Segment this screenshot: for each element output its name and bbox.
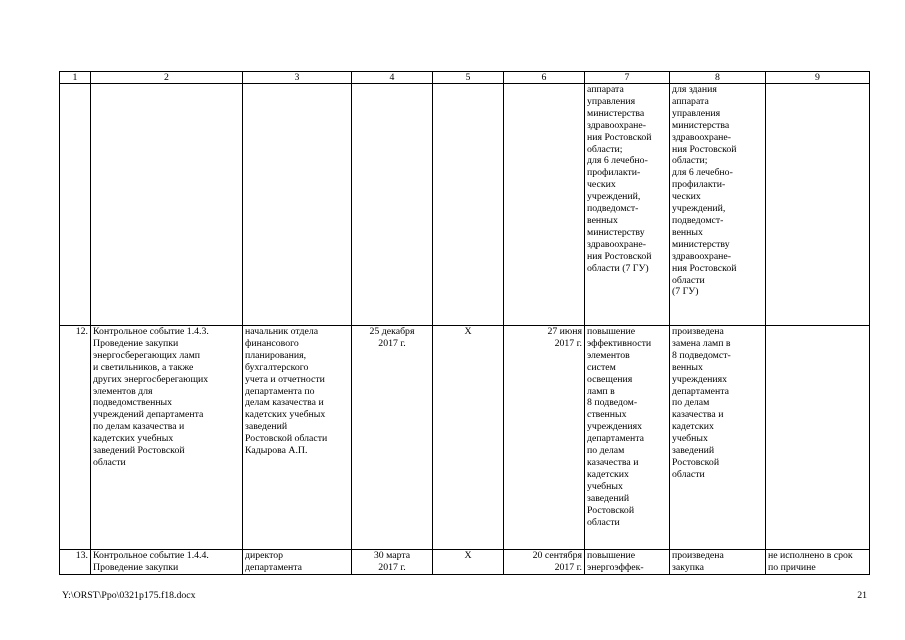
cell-date-marker [433,550,504,575]
cell-event-description [91,550,243,575]
cell-text-line: освещения [587,373,633,385]
cell-text-line: министерству [587,226,645,238]
cell-text-line: 2017 г. [378,561,406,573]
cell-expected-result [585,550,670,575]
cell-text-line: финансового [245,337,299,349]
cell-text-line: профилакти- [587,167,641,179]
cell-date-marker [433,84,504,326]
cell-actual-result [670,550,766,575]
cell-text-line: 25 декабря [369,326,415,337]
cell-text-line: подведомственных [93,397,173,409]
table-body [60,72,870,575]
cell-text-line: департамента [587,433,644,445]
cell-planned-date [352,550,433,575]
column-number: 4 [352,72,433,84]
cell-text-line: энергоэффек- [587,561,644,573]
cell-text-line: здравоохране- [672,131,732,143]
cell-text-line: по делам [672,397,710,409]
cell-text-line: заведений [245,421,288,433]
cell-text-line: для 6 лечебно- [672,167,733,179]
cell-text-line: повышение [587,326,636,337]
cell-text-line: подведомст- [672,214,724,226]
cell-text-line: бухгалтерского [245,361,309,373]
cell-text-line: элементов для [93,385,153,397]
cell-text-line: заведений Ростовской [93,445,185,457]
cell-text-line: Ростовской области [245,433,328,445]
cell-text-line: области; [587,143,623,155]
cell-expected-result [585,84,670,326]
cell-text-line: учреждениях [587,421,643,433]
cell-date-marker [433,326,504,550]
cell-text-line: эффективности [587,337,652,349]
cell-text-line: кадетских [587,468,629,480]
cell-text-line: 8 подведомст- [672,349,731,361]
cell-actual-date [504,326,585,550]
cell-text-line: не исполнено в срок [768,550,853,561]
cell-text-line: ния Ростовской [672,143,737,155]
cell-responsible-person [243,84,352,326]
cell-text-line: 30 марта [373,550,411,561]
cell-text-line: венных [672,361,703,373]
cell-text-line: ственных [587,409,627,421]
cell-text-line: учреждений департамента [93,409,204,421]
cell-text-line: подведомст- [587,203,639,215]
cell-text-line: и светильников, а также [93,361,194,373]
cell-text-line: учреждениях [672,373,728,385]
cell-text-line: (7 ГУ) [672,286,699,298]
column-number: 9 [766,72,870,84]
cell-text-line: заведений [587,492,630,504]
cell-text-line: аппарата [672,95,709,107]
cell-text-line: департамента [245,561,302,573]
column-number-row [60,72,870,84]
table-row [60,84,870,326]
cell-text-line: для 6 лечебно- [587,155,648,167]
cell-text-line: ния Ростовской [587,131,652,143]
cell-text-line: управления [672,107,721,119]
cell-text-line: 8 подведом- [587,397,638,409]
cell-text-line: произведена [672,326,724,337]
cell-text-line: Проведение закупки [93,337,179,349]
footer-file-path: Y:\ORST\Ppo\0321p175.f18.docx [62,590,196,601]
cell-text-line: департамента [672,385,729,397]
cell-text-line: ламп в [587,385,615,397]
column-number: 1 [60,72,91,84]
cell-text-line: Х [464,550,472,561]
cell-responsible-person [243,326,352,550]
cell-text-line: ния Ростовской [672,262,737,274]
cell-text-line: здравоохране- [672,250,732,262]
cell-text-line: систем [587,361,616,373]
cell-text-line: Кадырова А.П. [245,445,308,457]
cell-text-line: элементов [587,349,630,361]
cell-responsible-person [243,550,352,575]
cell-row-number [60,84,91,326]
cell-text-line: по делам [587,445,625,457]
cell-text-line: 2017 г. [554,561,582,573]
cell-text-line: начальник отдела [245,326,319,337]
document-table [59,71,870,575]
cell-text-line: повышение [587,550,636,561]
cell-text-line: здравоохране- [587,119,647,131]
cell-text-line: казачества и [672,409,724,421]
cell-text-line: Проведение закупки [93,561,179,573]
cell-text-line: управления [587,95,636,107]
cell-row-number [60,550,91,575]
cell-event-description [91,326,243,550]
cell-text-line: кадетских [672,421,714,433]
cell-note [766,326,870,550]
cell-text-line: по причине [768,561,816,573]
cell-text-line: других энергосберегающих [93,373,209,385]
cell-text-line: 2017 г. [554,337,582,349]
column-number: 8 [670,72,766,84]
column-number: 5 [433,72,504,84]
cell-text-line: области (7 ГУ) [587,262,649,274]
cell-text-line: 27 июня [547,326,582,337]
cell-text-line: области [93,456,126,468]
cell-planned-date [352,326,433,550]
cell-text-line: области; [672,155,708,167]
cell-row-number [60,326,91,550]
cell-text-line: министерства [587,107,645,119]
cell-text-line: профилакти- [672,179,726,191]
cell-note [766,550,870,575]
column-number: 3 [243,72,352,84]
column-number: 7 [585,72,670,84]
cell-text-line: венных [672,226,703,238]
cell-text-line: 2017 г. [378,337,406,349]
table-row [60,550,870,575]
cell-text-line: ческих [587,179,616,191]
cell-text-line: казачества и [587,456,639,468]
table-row [60,326,870,550]
cell-event-description [91,84,243,326]
cell-text-line: произведена [672,550,724,561]
cell-text-line: 12. [75,326,88,337]
cell-text-line: области [672,468,705,480]
cell-text-line: закупка [672,561,704,573]
cell-text-line: области [672,274,705,286]
cell-text-line: аппарата [587,84,624,95]
cell-expected-result [585,326,670,550]
cell-text-line: замена ламп в [672,337,731,349]
cell-text-line: Ростовской [672,456,720,468]
cell-text-line: заведений [672,445,715,457]
cell-text-line: Контрольное событие 1.4.4. [93,550,209,561]
cell-text-line: 13. [75,550,88,561]
cell-text-line: учебных [587,480,623,492]
cell-text-line: 20 сентября [532,550,582,561]
cell-text-line: венных [587,214,618,226]
cell-text-line: Ростовской [587,504,635,516]
cell-actual-result [670,326,766,550]
cell-note [766,84,870,326]
cell-text-line: министерства [672,119,730,131]
cell-text-line: по делам казачества и [93,421,185,433]
cell-text-line: директор [245,550,284,561]
cell-text-line: ческих [672,191,701,203]
cell-text-line: планирования, [245,349,307,361]
cell-text-line: министерству [672,238,730,250]
cell-actual-date [504,84,585,326]
column-number: 6 [504,72,585,84]
cell-text-line: учреждений, [587,191,641,203]
cell-text-line: делам казачества и [245,397,324,409]
cell-text-line: кадетских учебных [93,433,174,445]
cell-text-line: кадетских учебных [245,409,326,421]
cell-actual-result [670,84,766,326]
cell-text-line: здравоохране- [587,238,647,250]
footer-page-number: 21 [857,590,867,601]
cell-text-line: учреждений, [672,203,726,215]
cell-text-line: ния Ростовской [587,250,652,262]
cell-text-line: энергосберегающих ламп [93,349,201,361]
cell-actual-date [504,550,585,575]
cell-text-line: учебных [672,433,708,445]
column-number: 2 [91,72,243,84]
cell-text-line: области [587,516,620,528]
cell-text-line: для здания [672,84,717,95]
cell-text-line: Контрольное событие 1.4.3. [93,326,209,337]
cell-text-line: Х [464,326,472,337]
cell-text-line: департамента по [245,385,315,397]
cell-text-line: учета и отчетности [245,373,325,385]
cell-planned-date [352,84,433,326]
